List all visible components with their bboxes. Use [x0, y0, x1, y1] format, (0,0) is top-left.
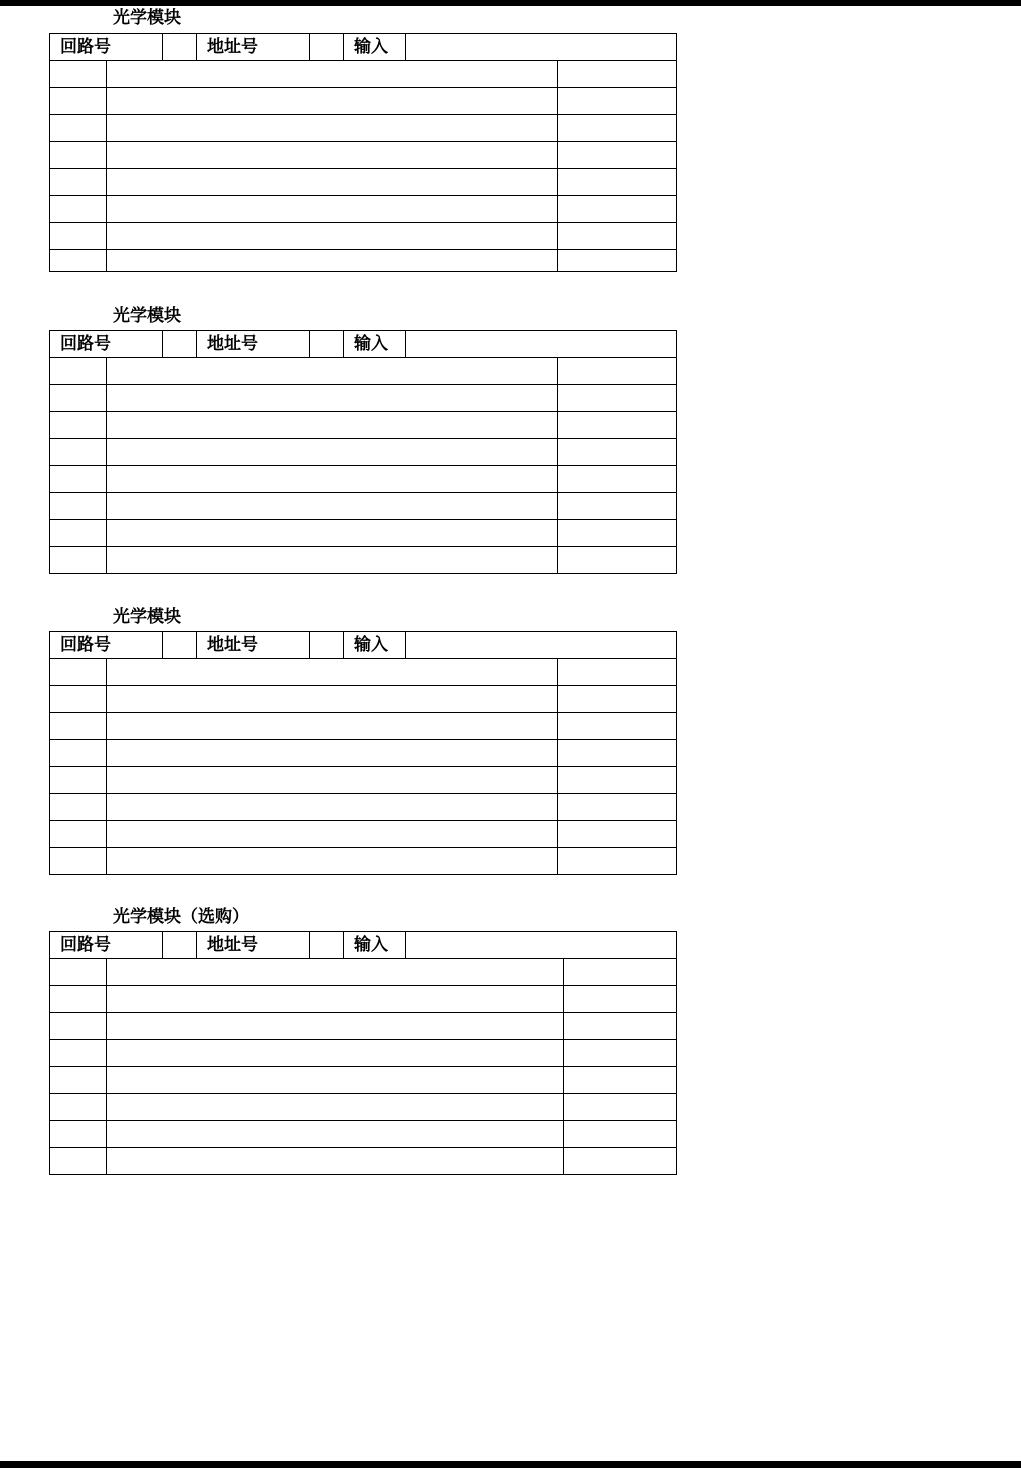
row-index-cell[interactable] — [50, 466, 107, 493]
address-number-field[interactable] — [310, 34, 344, 61]
row-index-cell[interactable] — [50, 1013, 107, 1040]
table-row — [50, 821, 677, 848]
row-description-cell[interactable] — [107, 439, 558, 466]
row-index-cell[interactable] — [50, 1040, 107, 1067]
row-value-cell[interactable] — [558, 686, 677, 713]
table-row — [50, 142, 677, 169]
row-description-cell[interactable] — [107, 196, 558, 223]
row-description-cell[interactable] — [107, 1148, 564, 1175]
row-description-cell[interactable] — [107, 466, 558, 493]
row-description-cell[interactable] — [107, 115, 558, 142]
row-description-cell[interactable] — [107, 713, 558, 740]
row-value-cell[interactable] — [558, 659, 677, 686]
row-description-cell[interactable] — [107, 986, 564, 1013]
row-index-cell[interactable] — [50, 959, 107, 986]
row-value-cell[interactable] — [564, 1148, 677, 1175]
row-description-cell[interactable] — [107, 1040, 564, 1067]
input-field[interactable] — [406, 632, 677, 659]
table-row — [50, 385, 677, 412]
section-title: 光学模块 — [113, 8, 181, 28]
row-description-cell[interactable] — [107, 385, 558, 412]
row-value-cell[interactable] — [564, 1040, 677, 1067]
address-number-label: 地址号 — [197, 932, 310, 959]
row-value-cell[interactable] — [558, 115, 677, 142]
row-value-cell[interactable] — [564, 1067, 677, 1094]
row-index-cell[interactable] — [50, 223, 107, 250]
section-title: 光学模块 — [113, 306, 181, 326]
table-row — [50, 520, 677, 547]
address-number-field[interactable] — [310, 932, 344, 959]
loop-number-field[interactable] — [163, 932, 197, 959]
row-index-cell[interactable] — [50, 520, 107, 547]
row-value-cell[interactable] — [564, 1094, 677, 1121]
table-row — [50, 767, 677, 794]
row-value-cell[interactable] — [558, 142, 677, 169]
row-index-cell[interactable] — [50, 659, 107, 686]
row-description-cell[interactable] — [107, 1094, 564, 1121]
table-row — [50, 88, 677, 115]
input-field[interactable] — [406, 34, 677, 61]
input-label: 输入 — [344, 632, 406, 659]
table-row — [50, 250, 677, 272]
row-index-cell[interactable] — [50, 142, 107, 169]
table-row — [50, 412, 677, 439]
row-index-cell[interactable] — [50, 196, 107, 223]
row-value-cell[interactable] — [564, 1013, 677, 1040]
row-description-cell[interactable] — [107, 520, 558, 547]
loop-number-label: 回路号 — [50, 34, 163, 61]
input-field[interactable] — [406, 932, 677, 959]
row-value-cell[interactable] — [564, 986, 677, 1013]
row-description-cell[interactable] — [107, 821, 558, 848]
module-header-table — [49, 931, 677, 959]
row-value-cell[interactable] — [558, 767, 677, 794]
loop-number-label: 回路号 — [50, 632, 163, 659]
row-index-cell[interactable] — [50, 794, 107, 821]
row-description-cell[interactable] — [107, 169, 558, 196]
row-value-cell[interactable] — [558, 412, 677, 439]
address-number-field[interactable] — [310, 632, 344, 659]
top-border-rule — [0, 0, 1021, 6]
row-value-cell[interactable] — [564, 959, 677, 986]
row-index-cell[interactable] — [50, 439, 107, 466]
row-description-cell[interactable] — [107, 61, 558, 88]
row-value-cell[interactable] — [558, 250, 677, 272]
table-row — [50, 547, 677, 574]
table-row — [50, 493, 677, 520]
row-description-cell[interactable] — [107, 358, 558, 385]
table-row — [50, 1094, 677, 1121]
row-value-cell[interactable] — [558, 358, 677, 385]
table-row — [50, 223, 677, 250]
row-description-cell[interactable] — [107, 659, 558, 686]
table-row — [50, 1121, 677, 1148]
row-index-cell[interactable] — [50, 385, 107, 412]
input-label: 输入 — [344, 34, 406, 61]
row-index-cell[interactable] — [50, 115, 107, 142]
row-description-cell[interactable] — [107, 794, 558, 821]
row-index-cell[interactable] — [50, 740, 107, 767]
table-row — [50, 986, 677, 1013]
row-value-cell[interactable] — [558, 493, 677, 520]
module-detail-table — [49, 958, 677, 1175]
input-label: 输入 — [344, 932, 406, 959]
row-index-cell[interactable] — [50, 412, 107, 439]
row-index-cell[interactable] — [50, 986, 107, 1013]
table-row — [50, 169, 677, 196]
table-row — [50, 358, 677, 385]
row-value-cell[interactable] — [558, 520, 677, 547]
row-description-cell[interactable] — [107, 412, 558, 439]
row-index-cell[interactable] — [50, 1094, 107, 1121]
row-description-cell[interactable] — [107, 223, 558, 250]
module-header-table — [49, 330, 677, 358]
table-row — [50, 196, 677, 223]
module-detail-table — [49, 60, 677, 272]
row-description-cell[interactable] — [107, 686, 558, 713]
row-description-cell[interactable] — [107, 959, 564, 986]
row-index-cell[interactable] — [50, 1148, 107, 1175]
table-row — [50, 1067, 677, 1094]
row-description-cell[interactable] — [107, 1121, 564, 1148]
row-description-cell[interactable] — [107, 142, 558, 169]
row-index-cell[interactable] — [50, 61, 107, 88]
section-title: 光学模块 — [113, 607, 181, 627]
module-detail-table — [49, 658, 677, 875]
row-value-cell[interactable] — [558, 740, 677, 767]
row-value-cell[interactable] — [558, 466, 677, 493]
row-value-cell[interactable] — [558, 547, 677, 574]
row-index-cell[interactable] — [50, 493, 107, 520]
row-index-cell[interactable] — [50, 1121, 107, 1148]
table-row — [50, 1148, 677, 1175]
table-row — [50, 959, 677, 986]
row-index-cell[interactable] — [50, 821, 107, 848]
row-description-cell[interactable] — [107, 493, 558, 520]
row-value-cell[interactable] — [558, 88, 677, 115]
module-header-table — [49, 33, 677, 61]
row-description-cell[interactable] — [107, 740, 558, 767]
row-index-cell[interactable] — [50, 767, 107, 794]
row-index-cell[interactable] — [50, 358, 107, 385]
table-row — [50, 466, 677, 493]
row-description-cell[interactable] — [107, 767, 558, 794]
table-row — [50, 848, 677, 875]
table-row — [50, 686, 677, 713]
row-description-cell[interactable] — [107, 250, 558, 272]
row-description-cell[interactable] — [107, 88, 558, 115]
loop-number-label: 回路号 — [50, 331, 163, 358]
address-number-label: 地址号 — [197, 632, 310, 659]
row-index-cell[interactable] — [50, 547, 107, 574]
row-description-cell[interactable] — [107, 547, 558, 574]
row-value-cell[interactable] — [558, 61, 677, 88]
table-row — [50, 659, 677, 686]
table-row — [50, 794, 677, 821]
input-field[interactable] — [406, 331, 677, 358]
module-header-table — [49, 631, 677, 659]
row-value-cell[interactable] — [558, 713, 677, 740]
row-value-cell[interactable] — [558, 169, 677, 196]
row-index-cell[interactable] — [50, 713, 107, 740]
row-value-cell[interactable] — [558, 848, 677, 875]
address-number-field[interactable] — [310, 331, 344, 358]
loop-number-field[interactable] — [163, 34, 197, 61]
row-description-cell[interactable] — [107, 848, 558, 875]
row-value-cell[interactable] — [558, 196, 677, 223]
row-description-cell[interactable] — [107, 1067, 564, 1094]
table-row — [50, 61, 677, 88]
address-number-label: 地址号 — [197, 34, 310, 61]
loop-number-field[interactable] — [163, 331, 197, 358]
row-value-cell[interactable] — [558, 794, 677, 821]
row-value-cell[interactable] — [558, 385, 677, 412]
row-index-cell[interactable] — [50, 686, 107, 713]
table-row — [50, 1013, 677, 1040]
table-row — [50, 740, 677, 767]
row-value-cell[interactable] — [558, 223, 677, 250]
loop-number-field[interactable] — [163, 632, 197, 659]
row-description-cell[interactable] — [107, 1013, 564, 1040]
row-index-cell[interactable] — [50, 1067, 107, 1094]
table-row — [50, 713, 677, 740]
row-value-cell[interactable] — [558, 821, 677, 848]
row-index-cell[interactable] — [50, 848, 107, 875]
row-value-cell[interactable] — [564, 1121, 677, 1148]
address-number-label: 地址号 — [197, 331, 310, 358]
bottom-border-rule — [0, 1461, 1021, 1468]
table-row — [50, 1040, 677, 1067]
input-label: 输入 — [344, 331, 406, 358]
row-index-cell[interactable] — [50, 169, 107, 196]
row-value-cell[interactable] — [558, 439, 677, 466]
loop-number-label: 回路号 — [50, 932, 163, 959]
row-index-cell[interactable] — [50, 250, 107, 272]
row-index-cell[interactable] — [50, 88, 107, 115]
table-row — [50, 439, 677, 466]
module-detail-table — [49, 357, 677, 574]
section-title: 光学模块（选购） — [113, 907, 249, 927]
table-row — [50, 115, 677, 142]
